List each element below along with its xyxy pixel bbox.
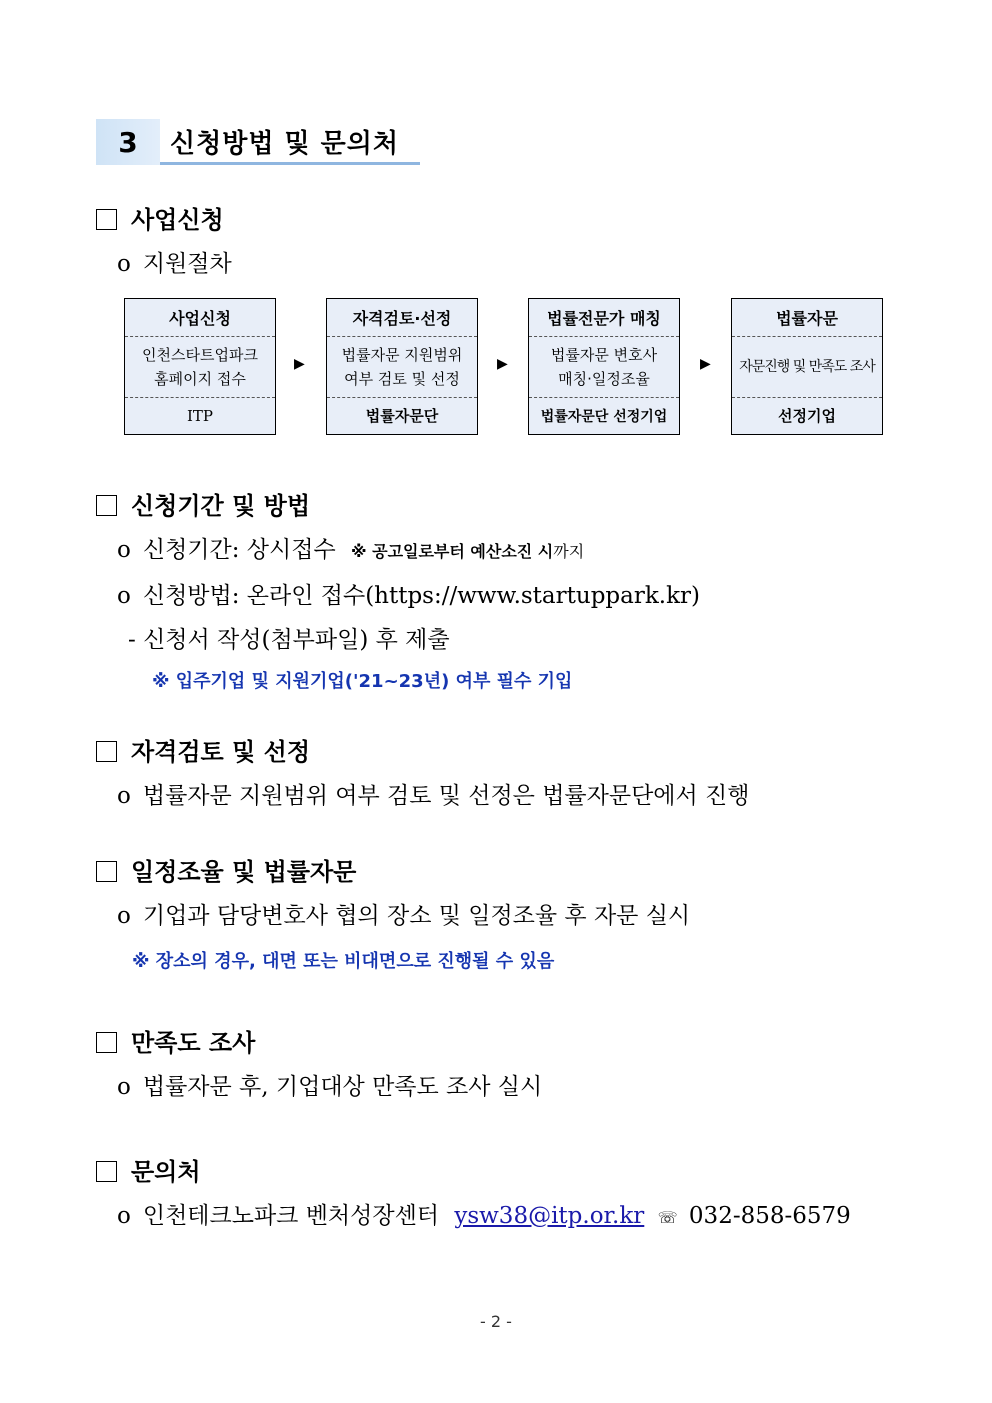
bullet-method: o 신청방법: 온라인 접수(https://www.startuppark.kr): [117, 583, 700, 609]
bullet-contact: o 인천테크노파크 벤처성장센터 ysw38@itp.or.kr ☏ 032-858-6579: [117, 1203, 851, 1229]
bullet-procedure: o 지원절차: [117, 251, 232, 277]
email-link[interactable]: ysw38@itp.or.kr: [454, 1203, 645, 1229]
period-note: ※ 공고일로부터 예산소진 시까지: [350, 542, 585, 561]
bullet-survey: o 법률자문 후, 기업대상 만족도 조사 실시: [117, 1074, 543, 1100]
checkbox-square-icon: [96, 495, 117, 516]
process-step-4: 법률자문 자문진행 및 만족도 조사 선정기업: [731, 298, 883, 435]
note-place: ※ 장소의 경우, 대면 또는 비대면으로 진행될 수 있음: [132, 951, 555, 972]
section-title: 신청방법 및 문의처: [170, 129, 400, 159]
dash-submit: - 신청서 작성(첨부파일) 후 제출: [128, 627, 450, 653]
heading-apply: 사업신청: [96, 200, 224, 235]
process-step-1: 사업신청 인천스타트업파크 홈페이지 접수 ITP: [124, 298, 276, 435]
checkbox-square-icon: [96, 861, 117, 882]
checkbox-square-icon: [96, 1161, 117, 1182]
heading-contact: 문의처: [96, 1152, 201, 1187]
checkbox-square-icon: [96, 209, 117, 230]
page-number: - 2 -: [480, 1312, 512, 1331]
process-step-3: 법률전문가 매칭 법률자문 변호사 매칭·일정조율 법률자문단 선정기업: [528, 298, 680, 435]
heading-survey: 만족도 조사: [96, 1023, 255, 1058]
heading-schedule: 일정조율 및 법률자문: [96, 852, 356, 887]
note-required: ※ 입주기업 및 지원기업('21~23년) 여부 필수 기입: [152, 671, 573, 692]
section-number: 3: [118, 125, 138, 159]
checkbox-square-icon: [96, 1032, 117, 1053]
telephone-icon: ☏: [657, 1208, 678, 1227]
arrow-right-icon: ▶: [700, 356, 711, 372]
arrow-right-icon: ▶: [497, 356, 508, 372]
bullet-review: o 법률자문 지원범위 여부 검토 및 선정은 법률자문단에서 진행: [117, 783, 750, 809]
heading-period: 신청기간 및 방법: [96, 486, 310, 521]
phone-number: 032-858-6579: [688, 1203, 851, 1229]
section-underline: [160, 162, 420, 165]
process-step-2: 자격검토·선정 법률자문 지원범위 여부 검토 및 선정 법률자문단: [326, 298, 478, 435]
arrow-right-icon: ▶: [294, 356, 305, 372]
heading-review: 자격검토 및 선정: [96, 732, 310, 767]
checkbox-square-icon: [96, 741, 117, 762]
bullet-mark: o: [117, 251, 131, 277]
bullet-period: o 신청기간: 상시접수 ※ 공고일로부터 예산소진 시까지: [117, 537, 585, 563]
bullet-schedule: o 기업과 담당변호사 협의 장소 및 일정조율 후 자문 실시: [117, 903, 691, 929]
